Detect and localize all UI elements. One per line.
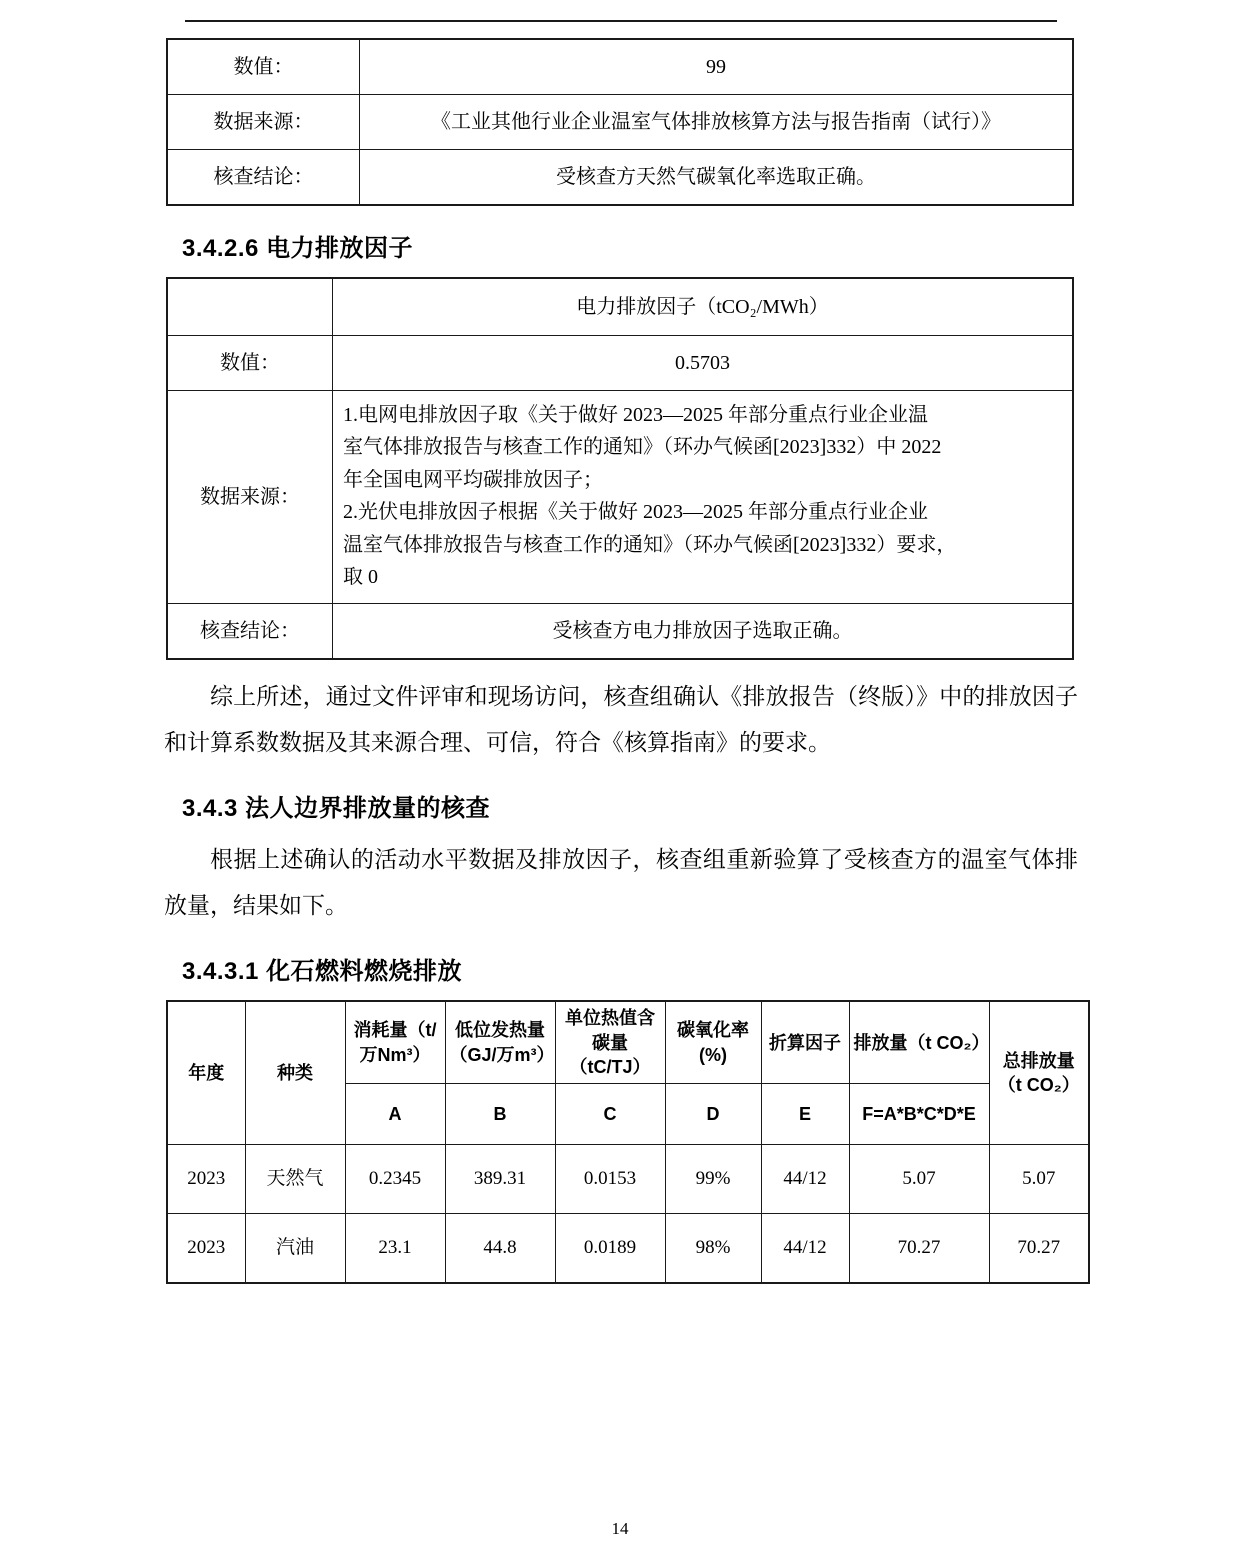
source-line: 温室气体排放报告与核查工作的通知》（环办气候函[2023]332）要求， — [343, 533, 957, 556]
heading-3-4-2-6: 3.4.2.6 电力排放因子 — [182, 235, 414, 262]
cell-total-emission: 70.27 — [989, 1214, 1089, 1284]
header-rule — [185, 20, 1057, 22]
table-row — [167, 39, 1073, 95]
row-label: 核查结论： — [167, 150, 360, 206]
cell-carbon-content: 0.0153 — [555, 1145, 665, 1214]
page-number: 14 — [611, 1519, 629, 1538]
cell-conversion-factor: 44/12 — [761, 1145, 849, 1214]
row-value: 《工业其他行业企业温室气体排放核算方法与报告指南（试行）》 — [360, 95, 1074, 150]
source-cell — [333, 391, 1074, 604]
source-line: 2.光伏电排放因子根据《关于做好 2023—2025 年部分重点行业企业 — [343, 501, 928, 524]
row-value: 受核查方天然气碳氧化率选取正确。 — [360, 150, 1074, 206]
header-emission: 排放量（t CO₂） — [849, 1001, 989, 1083]
table-row — [167, 391, 1073, 604]
cell-type: 天然气 — [245, 1145, 345, 1214]
page-content — [150, 0, 1090, 1284]
value-cell: 0.5703 — [333, 336, 1074, 391]
source-line: 室气体排放报告与核查工作的通知》（环办气候函[2023]332）中 2022 — [343, 436, 942, 459]
table-row — [167, 1145, 1089, 1214]
header-consumption: 消耗量（t/万Nm³） — [345, 1001, 445, 1083]
gas-oxidation-table — [166, 38, 1074, 206]
header-total-emission: 总排放量（t CO₂） — [989, 1001, 1089, 1144]
section-343-paragraph: 根据上述确认的活动水平数据及排放因子，核查组重新验算了受核查方的温室气体排放量，结果如下。 — [164, 847, 1078, 919]
table-row — [167, 150, 1073, 206]
electricity-factor-table — [166, 277, 1074, 660]
code-b: B — [445, 1084, 555, 1145]
source-line: 1.电网电排放因子取《关于做好 2023—2025 年部分重点行业企业温 — [343, 404, 928, 426]
summary-paragraph: 综上所述，通过文件评审和现场访问，核查组确认《排放报告（终版）》中的排放因子和计算系数数据及其来源合理、可信，符合《核算指南》的要求。 — [164, 684, 1078, 756]
cell-total-emission: 5.07 — [989, 1145, 1089, 1214]
table-header-row — [167, 1001, 1089, 1083]
cell-emission: 70.27 — [849, 1214, 989, 1284]
header-oxidation-rate: 碳氧化率(%) — [665, 1001, 761, 1083]
row-label: 数值： — [167, 39, 360, 95]
code-f: F=A*B*C*D*E — [849, 1084, 989, 1145]
code-a: A — [345, 1084, 445, 1145]
cell-consumption: 23.1 — [345, 1214, 445, 1284]
cell-year: 2023 — [167, 1145, 245, 1214]
header-year: 年度 — [167, 1001, 245, 1144]
header-ncv: 低位发热量（GJ/万m³） — [445, 1001, 555, 1083]
cell-oxidation-rate: 98% — [665, 1214, 761, 1284]
row-value: 99 — [360, 39, 1074, 95]
cell-oxidation-rate: 99% — [665, 1145, 761, 1214]
heading-3-4-3-1: 3.4.3.1 化石燃料燃烧排放 — [182, 958, 463, 986]
cell-ncv: 44.8 — [445, 1214, 555, 1284]
cell-ncv: 389.31 — [445, 1145, 555, 1214]
spacer-cell — [167, 278, 333, 336]
table-title: 电力排放因子（tCO₂/MWh） — [333, 278, 1074, 336]
value-label: 数值： — [167, 336, 333, 391]
code-e: E — [761, 1084, 849, 1145]
source-label: 数据来源： — [167, 391, 333, 604]
cell-type: 汽油 — [245, 1214, 345, 1284]
fossil-fuel-emission-table — [166, 1000, 1090, 1284]
table-row — [167, 1214, 1089, 1284]
heading-3-4-3: 3.4.3 法人边界排放量的核查 — [182, 795, 491, 823]
cell-consumption: 0.2345 — [345, 1145, 445, 1214]
code-d: D — [665, 1084, 761, 1145]
source-line: 年全国电网平均碳排放因子； — [343, 468, 603, 491]
table-row — [167, 604, 1073, 660]
table-row — [167, 278, 1073, 336]
header-type: 种类 — [245, 1001, 345, 1144]
table-row — [167, 95, 1073, 150]
source-line: 取 0 — [343, 565, 378, 588]
cell-carbon-content: 0.0189 — [555, 1214, 665, 1284]
row-label: 数据来源： — [167, 95, 360, 150]
header-conversion-factor: 折算因子 — [761, 1001, 849, 1083]
code-c: C — [555, 1084, 665, 1145]
cell-emission: 5.07 — [849, 1145, 989, 1214]
cell-conversion-factor: 44/12 — [761, 1214, 849, 1284]
conclusion-cell: 受核查方电力排放因子选取正确。 — [333, 604, 1074, 660]
conclusion-label: 核查结论： — [167, 604, 333, 660]
cell-year: 2023 — [167, 1214, 245, 1284]
table-row — [167, 336, 1073, 391]
header-carbon-content: 单位热值含碳量（tC/TJ） — [555, 1001, 665, 1083]
